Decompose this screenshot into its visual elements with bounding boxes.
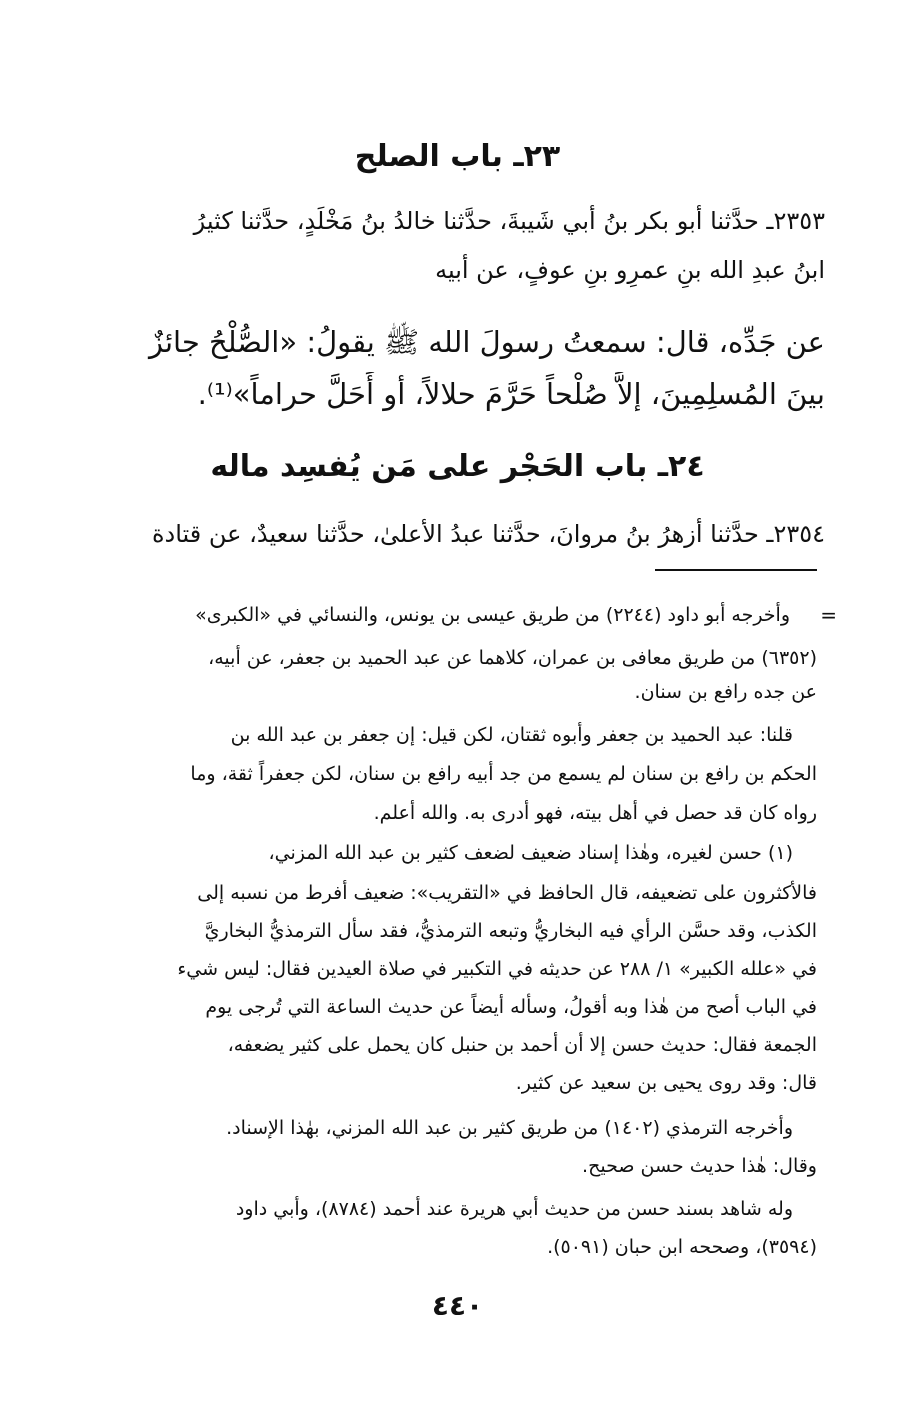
footnote-line: عن جده رافع بن سنان. [634, 681, 817, 703]
hadith-2353-line-2: ابنُ عبدِ الله بنِ عمرِو بنِ عوفٍ، عن أبيه [435, 256, 825, 284]
footnote-line: (٣٥٩٤)، وصححه ابن حبان (٥٠٩١). [547, 1236, 817, 1258]
footnote-line: في الباب أصح من هٰذا وبه أقولُ، وسأله أيضاً عن حديث الساعة التي تُرجى يوم [205, 996, 817, 1018]
footnote-line: وأخرجه أبو داود (٢٢٤٤) من طريق عيسى بن يونس، والنسائي في «الكبرى» [195, 604, 790, 626]
hadith-2354-line-1: ٢٣٥٤ـ حدَّثنا أزهرُ بنُ مروانَ، حدَّثنا عبدُ الأعلىٰ، حدَّثنا سعيدٌ، عن قتادة [151, 520, 825, 548]
footnote-line: وله شاهد بسند حسن من حديث أبي هريرة عند أحمد (٨٧٨٤)، وأبي داود [235, 1198, 793, 1220]
footnote-continuation-mark: = [820, 603, 837, 627]
hadith-2353-line-4: بينَ المُسلِمِينَ، إلاَّ صُلْحاً حَرَّمَ حلالاً، أو أَحَلَّ حراماً»⁽¹⁾. [197, 377, 825, 411]
footnote-line: (١) حسن لغيره، وهٰذا إسناد ضعيف لضعف كثير بن عبد الله المزني، [268, 842, 793, 864]
footnote-line: الجمعة فقال: حديث حسن إلا أن أحمد بن حنبل كان يحمل على كثير يضعفه، [227, 1034, 817, 1056]
footnote-line: قال: وقد روى يحيى بن سعيد عن كثير. [515, 1072, 817, 1094]
page-number: ٤٤٠ [431, 1289, 484, 1322]
footnote-line: رواه كان قد حصل في أهل بيته، فهو أدرى به. والله أعلم. [373, 802, 817, 824]
hadith-2353-line-3: عن جَدِّه، قال: سمعتُ رسولَ الله ﷺ يقولُ: «الصُّلْحُ جائزٌ [148, 325, 825, 359]
footnote-line: (٦٣٥٢) من طريق معافى بن عمران، كلاهما عن عبد الحميد بن جعفر، عن أبيه، [208, 647, 817, 669]
footnote-line: وقال: هٰذا حديث حسن صحيح. [582, 1155, 817, 1177]
footnote-line: في «علله الكبير» ١/ ٢٨٨ عن حديثه في التكبير في صلاة العيدين فقال: ليس شيء [177, 958, 817, 980]
footnote-separator [655, 569, 817, 571]
footnote-line: قلنا: عبد الحميد بن جعفر وأبوه ثقتان، لكن قيل: إن جعفر بن عبد الله بن [230, 724, 793, 746]
chapter-heading-24: ٢٤ـ باب الحَجْر على مَن يُفسِد ماله [210, 449, 705, 484]
chapter-heading-23: ٢٣ـ باب الصلح [354, 139, 561, 174]
footnote-line: وأخرجه الترمذي (١٤٠٢) من طريق كثير بن عبد الله المزني، بهٰذا الإسناد. [226, 1117, 793, 1139]
footnote-line: الكذب، وقد حسَّن الرأي فيه البخاريُّ وتبعه الترمذيُّ، فقد سأل الترمذيُّ البخاريَّ [204, 920, 817, 942]
hadith-2353-line-1: ٢٣٥٣ـ حدَّثنا أبو بكر بنُ أبي شَيبةَ، حدَّثنا خالدُ بنُ مَخْلَدٍ، حدَّثنا كثيرُ [193, 207, 825, 235]
footnote-line: الحكم بن رافع بن سنان لم يسمع من جد أبيه رافع بن سنان، لكن جعفراً ثقة، وما [190, 763, 817, 785]
footnote-line: فالأكثرون على تضعيفه، قال الحافظ في «التقريب»: ضعيف أفرط من نسبه إلى [197, 882, 817, 904]
